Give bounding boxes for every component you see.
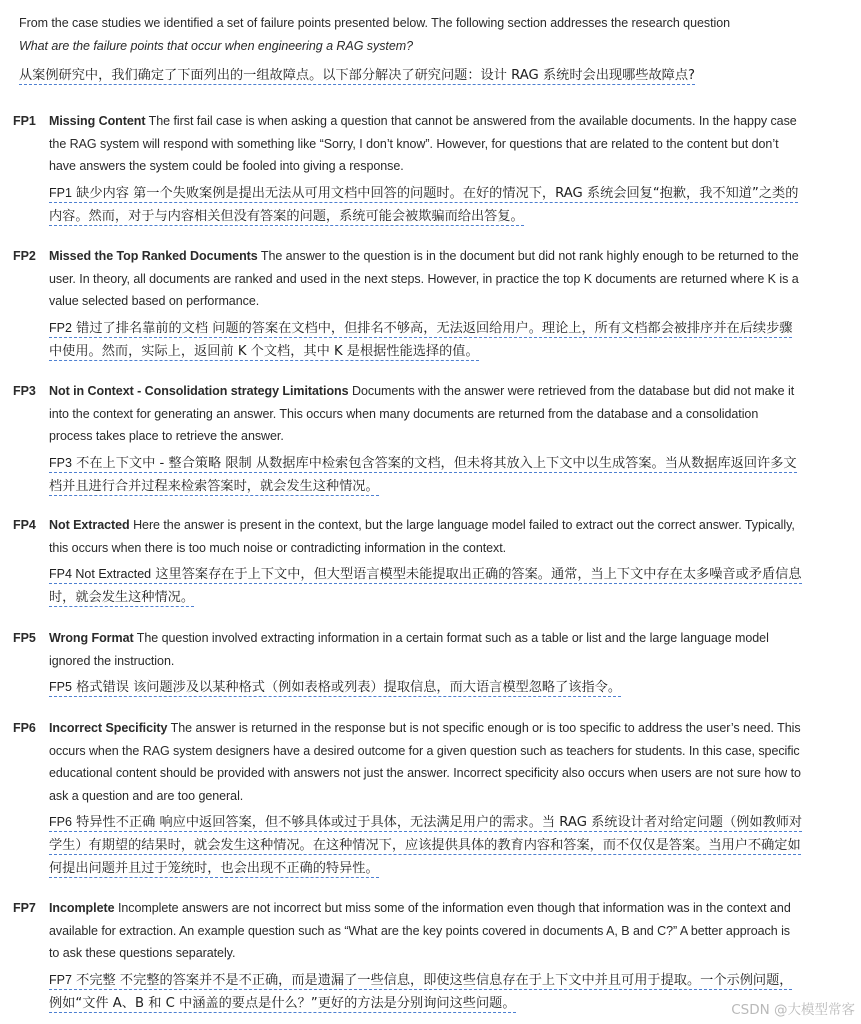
fp-translation (49, 317, 803, 363)
fp-translation-text: 特异性不正确 响应中返回答案，但不够具体或过于具体，无法满足用户的需求。当 RAG 系统设计者对给定问题（例如教师对学生）有期望的结果时，就会发生这种情况。在这种情况下，应该提供具体的教育内容和答案，而不仅仅是答案。当用户不确定如何提出问题并且过于笼统时，也会出现不正确的特异性。 (49, 815, 803, 876)
fp-title: Incorrect Specificity (49, 721, 168, 735)
intro-translation (19, 64, 834, 87)
fp-description: Documents with the answer were retrieved from the database but did not make it into the context for generating an answer. This occurs when many documents are returned from the database and a consolidation process takes place to retrieve the answer. (49, 384, 795, 443)
fp-title: Wrong Format (49, 631, 134, 645)
fp-description: The answer to the question is in the document but did not rank highly enough to be returned to the user. In theory, all documents are ranked and used in the next steps. However, in practice the top K documents are returned where K is a value selected based on performance. (49, 249, 799, 308)
fp-code: FP2 (13, 249, 36, 263)
fp-title: Missed the Top Ranked Documents (49, 249, 258, 263)
fp-tag: FP5 (49, 680, 72, 694)
intro-text: From the case studies we identified a set of failure points presented below. The following section addresses the research question (19, 16, 731, 30)
fp-translation-text: 错过了排名靠前的文档 问题的答案在文档中，但排名不够高，无法返回给用户。理论上，所有文档都会被排序并在后续步骤中使用。然而，实际上，返回前 K 个文档，其中 K 是根据性能选择的值。 (49, 320, 793, 359)
failure-point-fp1 (13, 110, 803, 228)
failure-point-fp6 (13, 717, 803, 880)
fp-description: The answer is returned in the response but is not specific enough or is too specific to address the user’s need. This occurs when the RAG system designers have a desired outcome for a given question such as teachers for students. In this case, specific educational content should be provided with answers not just the answer. Incorrect specificity also occurs when users are not sure how to ask a question and are too general. (49, 721, 801, 803)
research-question: What are the failure points that occur when engineering a RAG system? (19, 38, 413, 53)
fp-translation-text: 这里答案存在于上下文中，但大型语言模型未能提取出正确的答案。通常，当上下文中存在太多噪音或矛盾信息时，就会发生这种情况。 (49, 567, 802, 605)
fp-code: FP1 (13, 114, 36, 128)
intro-translation-text: 从案例研究中，我们确定了下面列出的一组故障点。以下部分解决了研究问题：设计 RAG 系统时会出现哪些故障点? (19, 68, 696, 83)
fp-tag: FP4 Not Extracted (49, 567, 152, 581)
fp-translation-text: 缺少内容 第一个失败案例是提出无法从可用文档中回答的问题时。在好的情况下，RAG 系统会回复“抱歉，我不知道”之类的内容。然而，对于与内容相关但没有答案的问题，系统可能会被欺骗而给出答复。 (49, 185, 799, 224)
fp-translation-text: 不完整 不完整的答案并不是不正确，而是遗漏了一些信息，即使这些信息存在于上下文中并且可用于提取。一个示例问题，例如“文件 A、B 和 C 中涵盖的要点是什么？”更好的方法是分别询问这些问题。 (49, 972, 793, 1011)
fp-tag: FP3 (49, 455, 72, 470)
failure-point-fp3 (13, 380, 803, 498)
fp-translation (49, 182, 803, 228)
fp-code: FP6 (13, 721, 36, 735)
failure-point-fp7 (13, 897, 803, 1015)
fp-code: FP5 (13, 631, 36, 645)
fp-title: Not Extracted (49, 518, 130, 532)
failure-point-fp2 (13, 245, 803, 363)
fp-title: Incomplete (49, 901, 115, 915)
fp-translation (49, 676, 803, 699)
fp-title: Not in Context - Consolidation strategy Limitations (49, 384, 349, 398)
fp-tag: FP7 (49, 972, 72, 987)
fp-code: FP3 (13, 384, 36, 398)
fp-tag: FP1 (49, 185, 72, 200)
fp-description: Incomplete answers are not incorrect but miss some of the information even though that information was in the context and available for extraction. An example question such as “What are the key points covered in documents A, B and C?” A better approach is to ask these questions separately. (49, 901, 791, 960)
fp-description: Here the answer is present in the context, but the large language model failed to extract out the correct answer. Typically, this occurs when there is too much noise or contradicting information in the context. (49, 518, 795, 555)
fp-translation (49, 811, 803, 880)
fp-translation-text: 不在上下文中 - 整合策略 限制 从数据库中检索包含答案的文档，但未将其放入上下文中以生成答案。当从数据库返回许多文档并且进行合并过程来检索答案时，就会发生这种情况。 (49, 455, 797, 494)
watermark: CSDN @大模型常客 (731, 1002, 855, 1018)
fp-translation (49, 563, 803, 609)
fp-tag: FP6 (49, 815, 72, 829)
fp-translation (49, 452, 803, 498)
intro-paragraph (19, 12, 834, 57)
fp-code: FP4 (13, 518, 36, 532)
fp-translation-text: 格式错误 该问题涉及以某种格式（例如表格或列表）提取信息，而大语言模型忽略了该指令。 (76, 680, 622, 695)
failure-point-fp5 (13, 627, 803, 699)
fp-tag: FP2 (49, 320, 72, 335)
fp-translation (49, 969, 803, 1015)
failure-point-fp4 (13, 514, 803, 609)
fp-description: The first fail case is when asking a question that cannot be answered from the available documents. In the happy case the RAG system will respond with something like “Sorry, I don’t know”. However, for questions that are related to the content but don’t have answers the system could be fooled into giving a response. (49, 114, 797, 173)
fp-code: FP7 (13, 901, 36, 915)
fp-title: Missing Content (49, 114, 146, 128)
fp-description: The question involved extracting information in a certain format such as a table or list and the large language model ignored the instruction. (49, 631, 769, 668)
